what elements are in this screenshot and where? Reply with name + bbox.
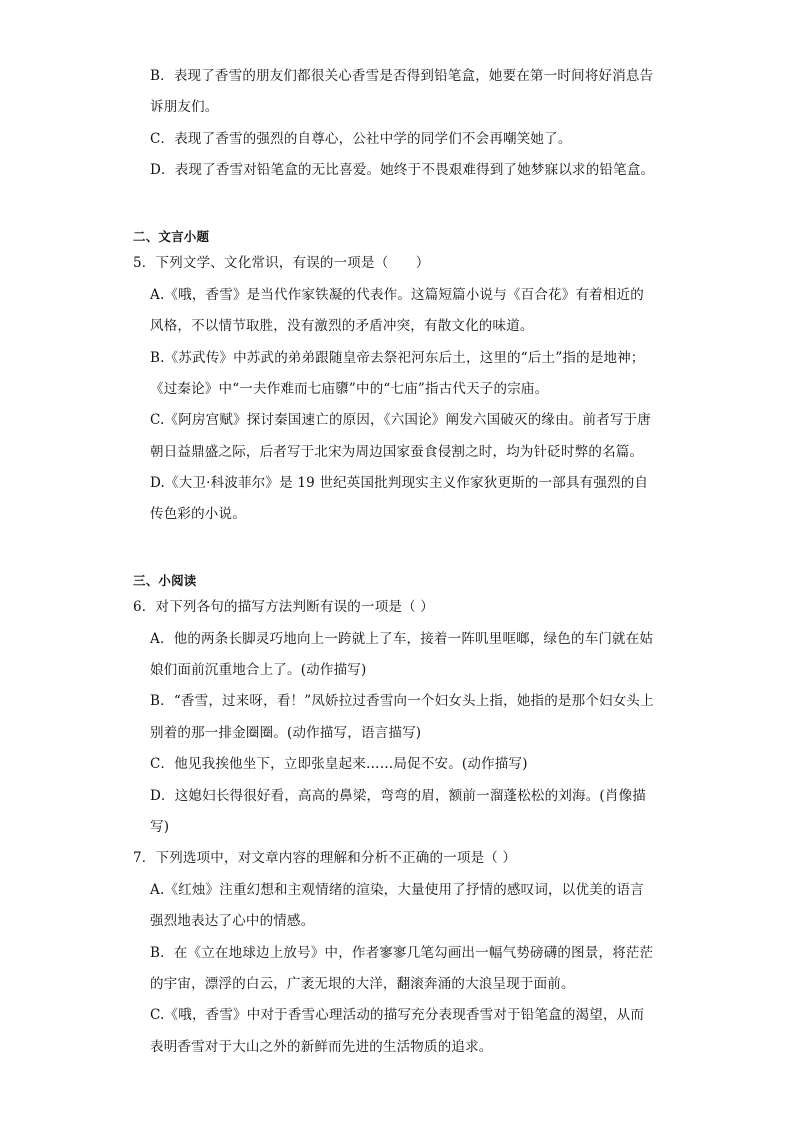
q4-option-c-line-1: C．表现了香雪的强烈的自尊心，公社中学的同学们不会再嘲笑她了。 — [150, 131, 572, 147]
q5-option-a-line-1: A.《哦，香雪》是当代作家铁凝的代表作。这篇短篇小说与《百合花》有着相近的 — [150, 287, 644, 303]
q4-option-b-line-1: B．表现了香雪的朋友们都很关心香雪是否得到铅笔盒，她要在第一时间将好消息告 — [150, 68, 654, 84]
q5-option-b-line-2: 《过秦论》中“一夫作难而七庙隳”中的“七庙”指古代天子的宗庙。 — [150, 381, 549, 397]
q7-option-c-line-1: C.《哦，香雪》中对于香雪心理活动的描写充分表现香雪对于铅笔盒的渴望，从而 — [150, 1007, 645, 1023]
q7-stem: 7．下列选项中，对文章内容的理解和分析不正确的一项是（ ） — [133, 850, 517, 866]
q4-option-b-line-2: 诉朋友们。 — [150, 99, 219, 115]
q6-stem: 6．对下列各句的描写方法判断有误的一项是（ ） — [133, 599, 434, 615]
q6-option-a-line-1: A．他的两条长脚灵巧地向上一跨就上了车，接着一阵叽里哐啷，绿色的车门就在姑 — [150, 631, 654, 647]
q4-option-d-line-1: D．表现了香雪对铅笔盒的无比喜爱。她终于不畏艰难得到了她梦寐以求的铅笔盒。 — [150, 162, 655, 178]
q5-option-d-line-1: D.《大卫·科波菲尔》是 19 世纪英国批判现实主义作家狄更斯的一部具有强烈的自 — [150, 475, 649, 491]
q7-option-b-line-1: B．在《立在地球边上放号》中，作者寥寥几笔勾画出一幅气势磅礴的图景，将茫茫 — [150, 945, 654, 961]
q6-option-d-line-2: 写) — [150, 819, 170, 835]
section-3-title: 三、小阅读 — [133, 573, 197, 588]
q5-option-c-line-2: 朝日益鼎盛之际，后者写于北宋为周边国家蚕食侵割之时，均为针砭时弊的名篇。 — [150, 444, 644, 460]
q7-option-c-line-2: 表明香雪对于大山之外的新鲜而先进的生活物质的追求。 — [150, 1039, 493, 1055]
q5-option-c-line-1: C.《阿房宫赋》探讨秦国速亡的原因，《六国论》阐发六国破灭的缘由。前者写于唐 — [150, 412, 651, 428]
q6-option-b-line-2: 别着的那一排金圈圈。(动作描写，语言描写) — [150, 725, 422, 741]
section-2-title: 二、文言小题 — [133, 229, 210, 244]
q5-option-a-line-2: 风格，不以情节取胜，没有激烈的矛盾冲突，有散文化的味道。 — [150, 318, 534, 334]
q7-option-a-line-2: 强烈地表达了心中的情感。 — [150, 913, 315, 929]
q7-option-b-line-2: 的宇宙，漂浮的白云，广袤无垠的大洋，翻滚奔涌的大浪呈现于面前。 — [150, 976, 575, 992]
q7-option-a-line-1: A.《红烛》注重幻想和主观情绪的渲染，大量使用了抒情的感叹词，以优美的语言 — [150, 882, 644, 898]
q5-option-b-line-1: B.《苏武传》中苏武的弟弟跟随皇帝去祭祀河东后土，这里的“后土”指的是地神； — [150, 350, 645, 366]
q6-option-d-line-1: D．这媳妇长得很好看，高高的鼻梁，弯弯的眉，额前一溜蓬松松的刘海。(肖像描 — [150, 788, 646, 804]
q6-option-b-line-1: B．“香雪，过来呀，看！”凤娇拉过香雪向一个妇女头上指，她指的是那个妇女头上 — [150, 693, 654, 709]
q6-option-c-line-1: C．他见我挨他坐下，立即张皇起来……局促不安。(动作描写) — [150, 756, 528, 772]
q6-option-a-line-2: 娘们面前沉重地合上了。(动作描写) — [150, 662, 367, 678]
q5-option-d-line-2: 传色彩的小说。 — [150, 506, 246, 522]
q5-stem: 5．下列文学、文化常识，有误的一项是（ ） — [133, 255, 430, 271]
